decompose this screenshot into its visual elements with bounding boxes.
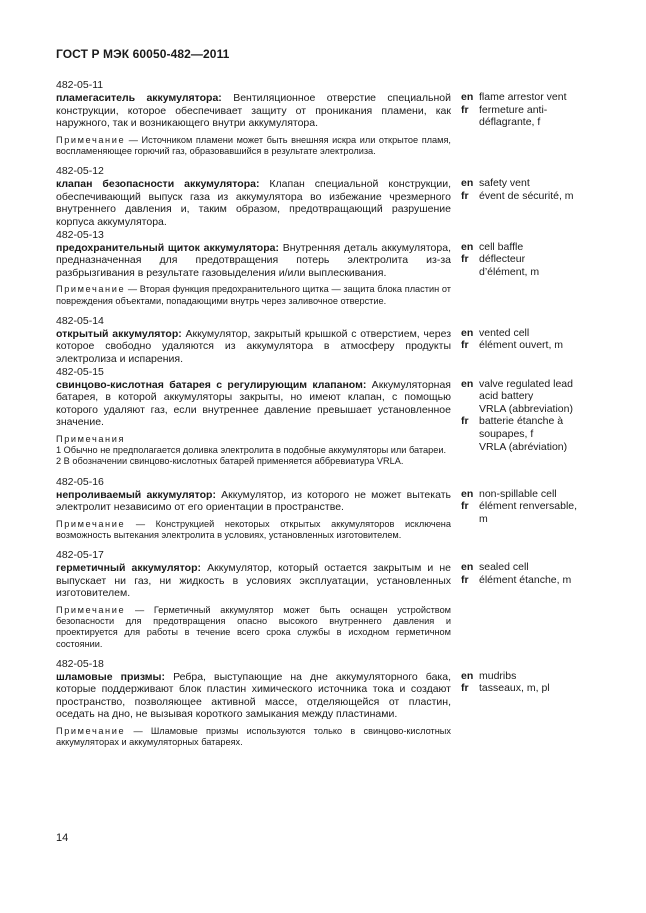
term-entry	[56, 315, 586, 366]
term-entry	[56, 229, 586, 307]
term-entry	[56, 366, 586, 468]
term-entry	[56, 79, 586, 157]
term-number: 482-05-14	[56, 314, 104, 327]
term-name: герметичный аккумулятор:	[56, 562, 202, 575]
term-definition: открытый аккумулятор: Аккумулятор, закрытый крышкой с отверстием, через которое свободно удаляются из аккумулятора в атмосферу продукты электролиза и испарения.	[56, 327, 452, 365]
translations: en valve regulated lead acid battery VRLA (abbreviation) fr batterie étanche à soupapes, f VRLA (abréviation)	[461, 366, 586, 468]
term-name: свинцово-кислотная батарея с регулирующим клапаном:	[56, 378, 367, 391]
fr-term: élément renversable,	[479, 500, 578, 513]
note-item: 2 В обозначении свинцово-кислотных батарей применяется аббревиатура VRLA.	[56, 456, 404, 467]
fr-term: élément ouvert, m	[479, 339, 564, 352]
en-term: valve regulated lead	[479, 377, 573, 390]
fr-term-cont: soupapes, f	[479, 427, 534, 440]
term-definition: свинцово-кислотная батарея с регулирующим клапаном: Аккумуляторная батарея, в которой аккумуляторы закрыты, но имеют клапан, с помощью которого удаляют газ, если внутреннее давление превышает установленное значение.	[56, 378, 451, 429]
en-term: non-spillable cell	[479, 487, 557, 500]
term-definition: клапан безопасности аккумулятора: Клапан специальной конструкции, обеспечивающий выпуск газа из аккумулятора во избежание чрезмерного внутреннего давления и, таким образом, предотвращающий разрушение корпуса аккумулятора.	[56, 178, 451, 228]
term-entry	[56, 549, 586, 650]
term-name: предохранительный щиток аккумулятора:	[56, 241, 279, 254]
translations: en flame arrestor vent fr fermeture anti- déflagrante, f	[461, 79, 586, 157]
translations: en sealed cell fr élément étanche, m	[461, 549, 586, 650]
fr-term-cont: m	[479, 512, 488, 525]
term-number: 482-05-15	[56, 365, 104, 378]
term-name: пламегаситель аккумулятора:	[56, 92, 222, 104]
term-name: непроливаемый аккумулятор:	[56, 488, 216, 501]
fr-term-cont: d’élément, m	[479, 265, 540, 278]
translations: en safety vent fr évent de sécurité, m	[461, 165, 586, 228]
term-note: Примечание — Герметичный аккумулятор может быть оснащен устройством безопасности для предотвращения опасно высокого внутреннего давления и проектируется для работы в течение всего срока службы в исходном герметичном состоянии.	[56, 604, 451, 649]
translations: en non-spillable cell fr élément renversable, m	[461, 476, 586, 542]
fr-term: déflecteur	[479, 253, 526, 266]
term-name: клапан безопасности аккумулятора:	[56, 178, 260, 191]
term-number: 482-05-17	[56, 549, 104, 562]
term-number: 482-05-13	[56, 228, 104, 241]
term-number: 482-05-18	[56, 657, 104, 670]
term-note: Примечание — Источником пламени может быть внешняя искра или открытое пламя, воспламеняющее горючий газ, образовавшийся в результате электролиза.	[56, 134, 451, 156]
en-term: flame arrestor vent	[479, 91, 567, 103]
fr-term-cont: VRLA (abréviation)	[479, 440, 568, 453]
en-term: cell baffle	[479, 240, 524, 253]
term-number: 482-05-11	[56, 79, 104, 91]
en-term: safety vent	[479, 177, 530, 190]
en-term: sealed cell	[479, 561, 529, 574]
fr-term: batterie étanche à	[479, 415, 564, 428]
fr-term: fermeture anti-	[479, 103, 548, 116]
translations: en vented cell fr élément ouvert, m	[461, 315, 586, 366]
term-name: открытый аккумулятор:	[56, 327, 182, 340]
en-term: vented cell	[479, 326, 530, 339]
en-term-cont: VRLA (abbreviation)	[479, 402, 573, 415]
term-definition: непроливаемый аккумулятор: Аккумулятор, из которого не может вытекать электролит независимо от его ориентации в пространстве.	[56, 488, 451, 514]
page-number: 14	[56, 832, 69, 844]
terms-list	[56, 79, 586, 748]
term-note: Примечание — Конструкцией некоторых открытых аккумуляторов исключена возможность вытекания электролита в условиях, установленных изготовителем.	[56, 518, 451, 540]
en-term: mudribs	[479, 669, 517, 682]
fr-term: élément étanche, m	[479, 573, 572, 586]
fr-term: évent de sécurité, m	[479, 189, 574, 202]
term-entry	[56, 476, 586, 542]
term-definition: предохранительный щиток аккумулятора: Внутренняя деталь аккумулятора, предназначенная для предотвращения потерь электролита из-за разбрызгивания в результате газовыделения и/или выплескивания.	[56, 241, 451, 279]
term-definition: пламегаситель аккумулятора: Вентиляционное отверстие специальной конструкции, которое обеспечивает защиту от проникания пламени, как наружного, так и возникающего внутри аккумулятора.	[56, 92, 451, 130]
term-entry	[56, 165, 586, 228]
term-note: Примечание — Шламовые призмы используются только в свинцово-кислотных аккумуляторах и аккумуляторных батареях.	[56, 726, 451, 748]
term-name: шламовые призмы:	[56, 670, 166, 683]
term-definition: герметичный аккумулятор: Аккумулятор, который остается закрытым и не выпускает ни газ, ни жидкость в условиях эксплуатации, установленных изготовителем.	[56, 562, 451, 600]
notes-heading: Примечания	[56, 433, 126, 444]
term-number: 482-05-16	[56, 475, 104, 488]
fr-term-cont: déflagrante, f	[479, 116, 541, 129]
translations: en mudribs fr tasseaux, m, pl	[461, 658, 586, 749]
en-term-cont: acid battery	[479, 390, 534, 403]
term-entry	[56, 658, 586, 749]
translations: en cell baffle fr déflecteur d’élément, m	[461, 229, 586, 307]
term-definition: шламовые призмы: Ребра, выступающие на дне аккумуляторного бака, которые поддерживают блок пластин химического источника тока и создают пространство, позволяющее активной массе, отделяющейся от пластин, оседать на дно, не вызывая короткого замыкания между пластинами.	[56, 670, 451, 721]
note-item: 1 Обычно не предполагается доливка электролита в подобные аккумуляторы или батареи.	[56, 445, 447, 456]
term-number: 482-05-12	[56, 165, 104, 178]
term-note: Примечание — Вторая функция предохранительного щитка — защита блока пластин от повреждения объектами, попадающими внутрь через заливочное отверстие.	[56, 284, 451, 306]
fr-term: tasseaux, m, pl	[479, 682, 550, 695]
document-header: ГОСТ Р МЭК 60050-482—2011	[56, 47, 230, 61]
